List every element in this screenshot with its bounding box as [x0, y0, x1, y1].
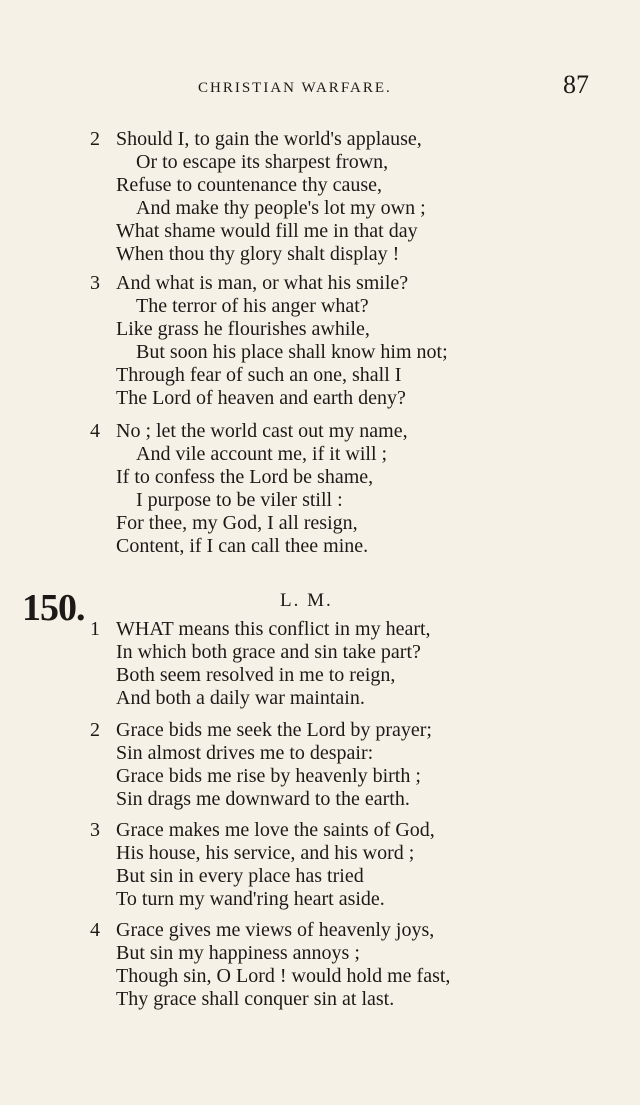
continued-verse-4: [90, 420, 590, 558]
verse-number: 2: [90, 128, 100, 150]
verse-line: To turn my wand'ring heart aside.: [116, 888, 385, 910]
continued-verse-3: [90, 272, 590, 410]
verse-line: For thee, my God, I all resign,: [116, 512, 358, 534]
verse-number: 4: [90, 420, 100, 442]
verse-line: Sin drags me downward to the earth.: [116, 788, 410, 810]
verse-line: The terror of his anger what?: [136, 295, 369, 317]
verse-line: The Lord of heaven and earth deny?: [116, 387, 406, 409]
verse-line: In which both grace and sin take part?: [116, 641, 421, 663]
verse-line: Through fear of such an one, shall I: [116, 364, 402, 386]
verse-number: 1: [90, 618, 100, 640]
verse-line: Should I, to gain the world's applause,: [116, 128, 422, 150]
hymn-150-verse-3: [90, 819, 590, 911]
verse-line: I purpose to be viler still :: [136, 489, 343, 511]
verse-line: Or to escape its sharpest frown,: [136, 151, 389, 173]
running-title: CHRISTIAN WARFARE.: [198, 80, 392, 96]
verse-number: 3: [90, 272, 100, 294]
verse-number: 3: [90, 819, 100, 841]
verse-line: No ; let the world cast out my name,: [116, 420, 408, 442]
verse-line: Grace makes me love the saints of God,: [116, 819, 435, 841]
verse-line: If to confess the Lord be shame,: [116, 466, 374, 488]
hymn-150-verse-1: [90, 618, 590, 710]
verse-number: 2: [90, 719, 100, 741]
verse-line: And what is man, or what his smile?: [116, 272, 409, 294]
verse-line: But sin my happiness annoys ;: [116, 942, 360, 964]
verse-line: And make thy people's lot my own ;: [136, 197, 426, 219]
hymn-150-verse-4: [90, 919, 590, 1011]
verse-number: 4: [90, 919, 100, 941]
hymn-150-verse-2: [90, 719, 590, 811]
continued-verse-2: [90, 128, 590, 266]
verse-line: Grace gives me views of heavenly joys,: [116, 919, 435, 941]
verse-line: Grace bids me seek the Lord by prayer;: [116, 719, 432, 741]
hymn-number: 150.: [22, 587, 85, 629]
verse-line: Grace bids me rise by heavenly birth ;: [116, 765, 421, 787]
verse-line: When thou thy glory shalt display !: [116, 243, 400, 265]
verse-line: Content, if I can call thee mine.: [116, 535, 369, 557]
verse-line: Though sin, O Lord ! would hold me fast,: [116, 965, 451, 987]
verse-line: Both seem resolved in me to reign,: [116, 664, 396, 686]
verse-line: WHAT means this conflict in my heart,: [116, 618, 431, 640]
verse-line: But soon his place shall know him not;: [136, 341, 448, 363]
verse-line: But sin in every place has tried: [116, 865, 364, 887]
verse-line: Refuse to countenance thy cause,: [116, 174, 383, 196]
verse-line: And both a daily war maintain.: [116, 687, 365, 709]
verse-line: What shame would fill me in that day: [116, 220, 418, 242]
verse-line: His house, his service, and his word ;: [116, 842, 415, 864]
page-number: 87: [563, 70, 589, 99]
verse-line: And vile account me, if it will ;: [136, 443, 388, 465]
verse-line: Thy grace shall conquer sin at last.: [116, 988, 395, 1010]
hymn-meter: L. M.: [280, 590, 333, 611]
verse-line: Sin almost drives me to despair:: [116, 742, 374, 764]
verse-line: Like grass he flourishes awhile,: [116, 318, 370, 340]
